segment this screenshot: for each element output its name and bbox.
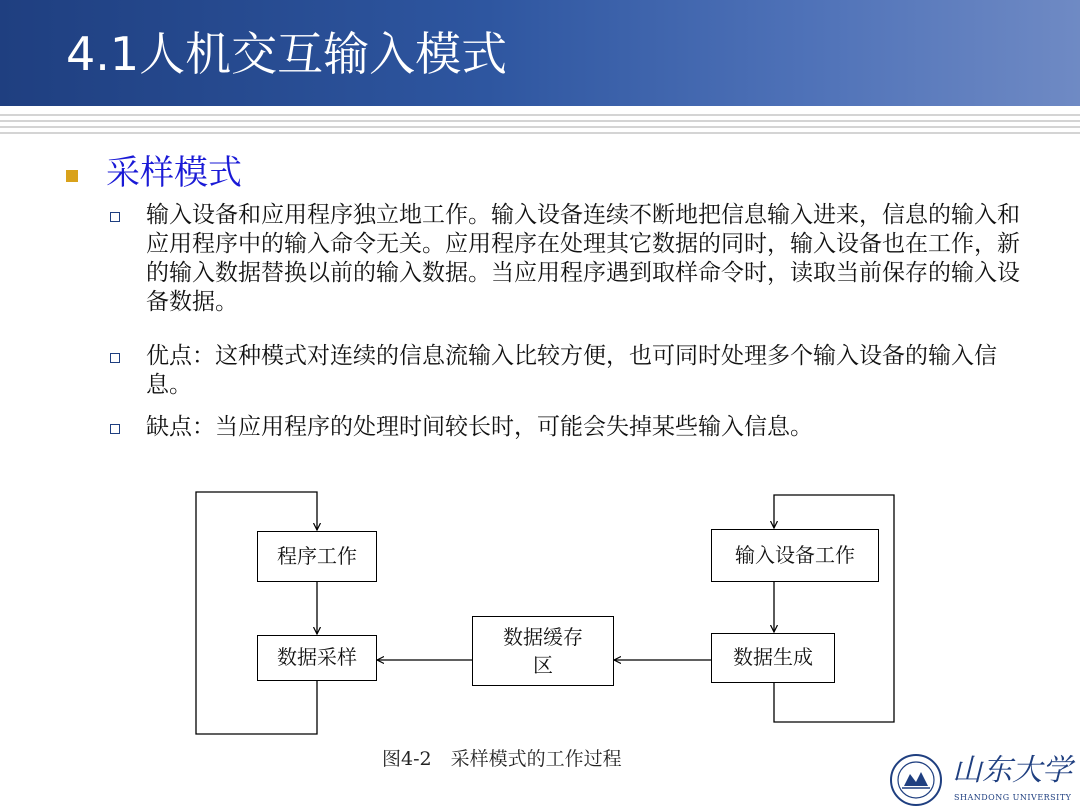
header-divider [0, 106, 1080, 144]
input-device-work-label: 输入设备工作 [735, 543, 855, 567]
point-bullet-icon [110, 212, 120, 222]
diagram-connectors [180, 478, 920, 740]
university-name-chinese: 山东大学 [952, 753, 1072, 788]
data-buffer-box [472, 616, 614, 686]
title-bar [0, 0, 1080, 106]
university-seal-icon [888, 752, 948, 808]
input-device-work-box [711, 529, 879, 582]
point-description: 输入设备和应用程序独立地工作。输入设备连续不断地把信息输入进来，信息的输入和应用程序中的输入命令无关。应用程序在处理其它数据的同时，输入设备也在工作，新的输入数据替换以前的输入数据。当应用程序遇到取样命令时，读取当前保存的输入设备数据。 [146, 202, 1020, 315]
university-logo [888, 752, 1072, 808]
university-name-english: SHANDONG UNIVERSITY [954, 793, 1072, 802]
program-work-label: 程序工作 [277, 544, 357, 568]
data-buffer-label-line1: 数据缓存 [503, 625, 583, 649]
section-title: 采样模式 [106, 153, 242, 193]
program-work-box [257, 531, 377, 582]
point-advantage: 优点：这种模式对连续的信息流输入比较方便，也可同时处理多个输入设备的输入信息。 [146, 343, 997, 398]
point-disadvantage: 缺点：当应用程序的处理时间较长时，可能会失掉某些输入信息。 [146, 414, 813, 440]
data-sampling-label: 数据采样 [277, 645, 357, 669]
figure-caption: 图4-2 采样模式的工作过程 [382, 748, 622, 770]
slide-title: 4.1人机交互输入模式 [66, 27, 508, 81]
data-generation-box [711, 633, 835, 683]
section-bullet-icon [66, 170, 78, 182]
point-bullet-icon [110, 424, 120, 434]
data-sampling-box [257, 635, 377, 681]
data-buffer-label-line2: 区 [533, 653, 553, 677]
point-bullet-icon [110, 353, 120, 363]
data-generation-label: 数据生成 [733, 645, 813, 669]
left-loop-line [196, 492, 317, 734]
